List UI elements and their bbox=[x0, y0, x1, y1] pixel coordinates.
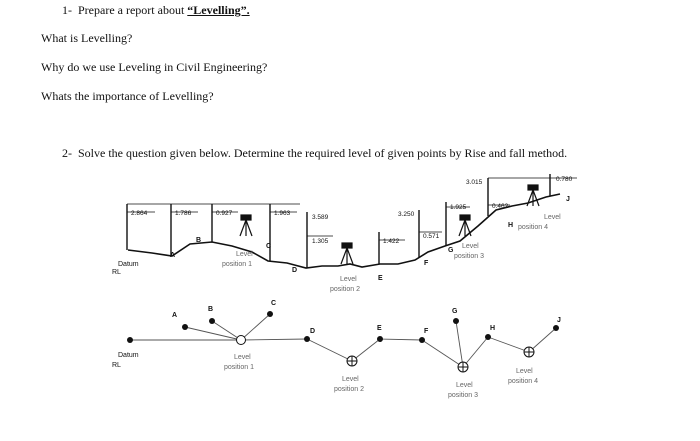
position-label-lower-3: position 3 bbox=[448, 392, 478, 399]
point-E-lower: E bbox=[377, 325, 382, 332]
position-label-lower-1: position 1 bbox=[224, 364, 254, 371]
point-A-upper: A bbox=[170, 252, 176, 259]
datum-label-upper: Datum bbox=[118, 261, 139, 268]
level-marker-1 bbox=[237, 336, 246, 345]
level-instrument-3 bbox=[459, 215, 471, 236]
staff-0927 bbox=[212, 204, 238, 242]
position-label-lower-4: position 4 bbox=[508, 378, 538, 385]
reading-1925: 1.925 bbox=[450, 204, 467, 211]
datum-label-lower: Datum bbox=[118, 352, 139, 359]
point-G-lower: G bbox=[452, 308, 458, 315]
reading-1786: 1.786 bbox=[175, 210, 192, 217]
position-label-4: position 4 bbox=[518, 224, 548, 231]
point-J-lower: J bbox=[557, 317, 561, 324]
point-E-upper: E bbox=[378, 275, 383, 282]
point-G-upper: G bbox=[448, 247, 454, 254]
level-instrument-2 bbox=[341, 243, 353, 264]
point-J-upper: J bbox=[566, 196, 570, 203]
reading-0571: 0.571 bbox=[423, 233, 440, 240]
point-C-lower: C bbox=[271, 300, 277, 307]
reading-1963: 1.963 bbox=[274, 210, 291, 217]
level-label-3: Level bbox=[462, 243, 479, 250]
level-marker-2 bbox=[347, 356, 357, 366]
reading-2864: 2.864 bbox=[131, 210, 148, 217]
point-H-lower: H bbox=[490, 325, 496, 332]
point-D-lower: D bbox=[310, 328, 316, 335]
staff-3589-1305 bbox=[307, 212, 333, 268]
point-B-lower: B bbox=[208, 306, 214, 313]
point-C-upper: C bbox=[266, 243, 272, 250]
point-A-lower: A bbox=[172, 312, 178, 319]
question-3: Whats the importance of Levelling? bbox=[41, 89, 214, 103]
point-F-upper: F bbox=[424, 260, 429, 267]
task1-intro: Prepare a report about bbox=[78, 3, 185, 17]
lower-level-markers bbox=[237, 336, 535, 373]
staff-2864 bbox=[127, 204, 155, 250]
task2-text: Solve the question given below. Determine the required level of given points by Rise and fall method. bbox=[78, 146, 568, 160]
staff-3250-0571 bbox=[398, 210, 442, 258]
staff-1422 bbox=[379, 232, 405, 264]
rl-label-upper: RL bbox=[112, 269, 121, 276]
point-B-upper: B bbox=[196, 237, 202, 244]
level-label-2: Level bbox=[340, 276, 357, 283]
level-label-lower-3: Level bbox=[456, 382, 473, 389]
point-H-upper: H bbox=[508, 222, 514, 229]
reading-3589: 3.589 bbox=[312, 214, 329, 221]
reading-3250: 3.250 bbox=[398, 211, 415, 218]
reading-0780: 0.780 bbox=[556, 176, 573, 183]
task1-number: 1- bbox=[62, 3, 72, 17]
staff-0780 bbox=[550, 174, 577, 196]
position-label-lower-2: position 2 bbox=[334, 386, 364, 393]
level-label-lower-4: Level bbox=[516, 368, 533, 375]
reading-0927: 0.927 bbox=[216, 210, 233, 217]
level-label-lower-2: Level bbox=[342, 376, 359, 383]
lower-schematic bbox=[130, 314, 556, 367]
level-label-1: Level bbox=[236, 251, 253, 258]
question-2: Why do we use Leveling in Civil Engineering? bbox=[41, 60, 268, 74]
task2-number: 2- bbox=[62, 146, 72, 160]
task1-topic: “Levelling”. bbox=[187, 3, 250, 17]
question-1: What is Levelling? bbox=[41, 31, 133, 45]
staff-0462-3015 bbox=[466, 178, 510, 216]
level-instrument-1 bbox=[240, 215, 252, 236]
point-F-lower: F bbox=[424, 328, 429, 335]
rl-label-lower: RL bbox=[112, 362, 121, 369]
reading-3015: 3.015 bbox=[466, 179, 483, 186]
level-label-4: Level bbox=[544, 214, 561, 221]
reading-1305: 1.305 bbox=[312, 238, 329, 245]
point-D-upper: D bbox=[292, 267, 298, 274]
position-label-3: position 3 bbox=[454, 253, 484, 260]
level-label-lower-1: Level bbox=[234, 354, 251, 361]
reading-1422: 1.422 bbox=[383, 238, 400, 245]
level-marker-3 bbox=[458, 362, 468, 372]
position-label-2: position 2 bbox=[330, 286, 360, 293]
level-marker-4 bbox=[524, 347, 534, 357]
level-instrument-4 bbox=[527, 185, 539, 206]
reading-0462: 0.462 bbox=[492, 203, 509, 210]
staff-1963 bbox=[270, 204, 297, 261]
position-label-1: position 1 bbox=[222, 261, 252, 268]
